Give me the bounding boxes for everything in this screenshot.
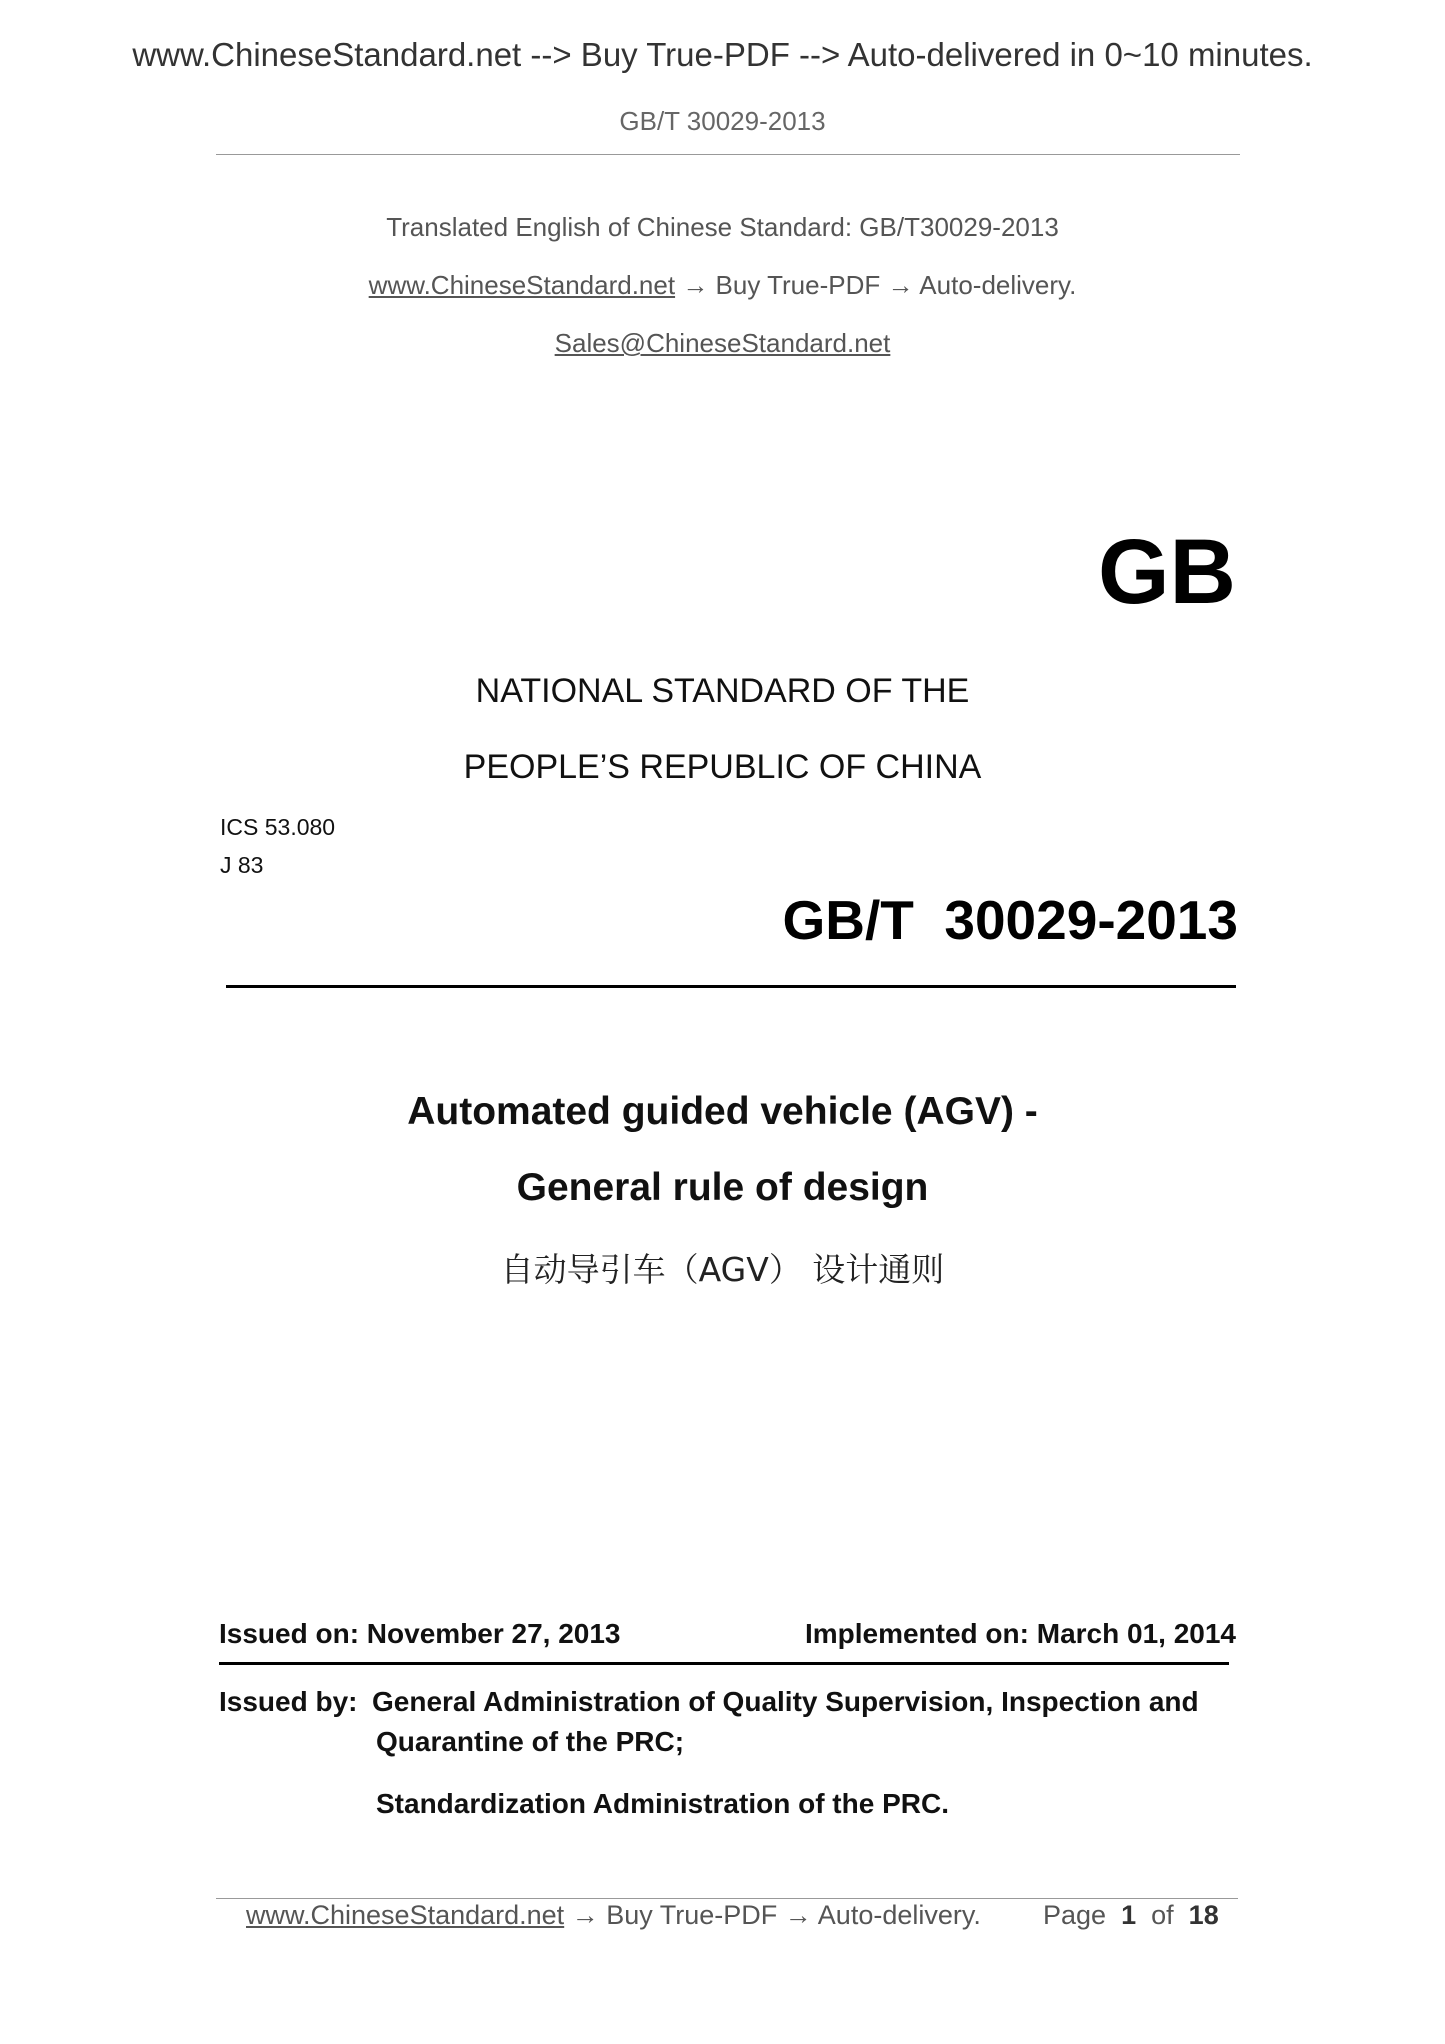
dates-rule: [219, 1662, 1229, 1665]
document-title-line1: Automated guided vehicle (AGV) -: [407, 1090, 1038, 1133]
ics-code: ICS 53.080: [220, 814, 336, 840]
of-label: of: [1151, 1900, 1174, 1930]
top-banner: www.ChineseStandard.net --> Buy True-PDF --> Auto-delivered in 0~10 minutes.: [132, 36, 1313, 73]
sales-line: [0, 328, 1445, 359]
header-standard-code: GB/T 30029-2013: [619, 106, 826, 136]
page-total: 18: [1188, 1900, 1219, 1930]
document-title-chinese: 自动导引车（AGV） 设计通则: [500, 1250, 945, 1289]
issued-on: Issued on: November 27, 2013: [219, 1618, 621, 1649]
issued-by-line3: Standardization Administration of the PRC.: [376, 1788, 949, 1819]
header-divider: [216, 154, 1240, 155]
footer-purchase-line: [246, 1900, 981, 1931]
site-link[interactable]: www.ChineseStandard.net: [368, 270, 676, 300]
auto-delivery-label: Auto-delivery.: [919, 270, 1077, 300]
implemented-on: Implemented on: March 01, 2014: [804, 1618, 1236, 1649]
document-title-line2: General rule of design: [516, 1166, 929, 1209]
arrow-right-icon: →: [571, 1900, 599, 1930]
arrow-right-icon: →: [784, 1900, 812, 1930]
footer-auto-delivery: Auto-delivery.: [817, 1900, 981, 1930]
page-indicator: [1043, 1900, 1219, 1931]
page-number: 1: [1121, 1900, 1137, 1930]
issued-by-line2: Quarantine of the PRC;: [376, 1726, 685, 1757]
footer-site-link[interactable]: www.ChineseStandard.net: [246, 1900, 565, 1930]
footer-divider: [216, 1898, 1238, 1899]
arrow-right-icon: →: [887, 270, 914, 300]
page-label: Page: [1043, 1900, 1107, 1930]
purchase-line: [0, 270, 1445, 301]
issued-by-label: Issued by:: [219, 1686, 358, 1717]
standard-code: GB/T 30029-2013: [782, 889, 1238, 951]
translated-line: Translated English of Chinese Standard: GB/T30029-2013: [386, 212, 1059, 242]
buy-label: Buy True-PDF: [715, 270, 881, 300]
national-standard-line2: PEOPLE’S REPUBLIC OF CHINA: [463, 748, 982, 786]
arrow-right-icon: →: [682, 270, 709, 300]
footer-buy-label: Buy True-PDF: [606, 1900, 778, 1930]
standard-code-rule: [226, 985, 1236, 988]
ccs-code: J 83: [220, 852, 264, 878]
national-standard-line1: NATIONAL STANDARD OF THE: [475, 672, 970, 710]
sales-email-link[interactable]: Sales@ChineseStandard.net: [554, 328, 891, 358]
gb-mark: GB: [1098, 521, 1236, 623]
issued-by-line1: General Administration of Quality Supervision, Inspection and: [372, 1686, 1199, 1717]
